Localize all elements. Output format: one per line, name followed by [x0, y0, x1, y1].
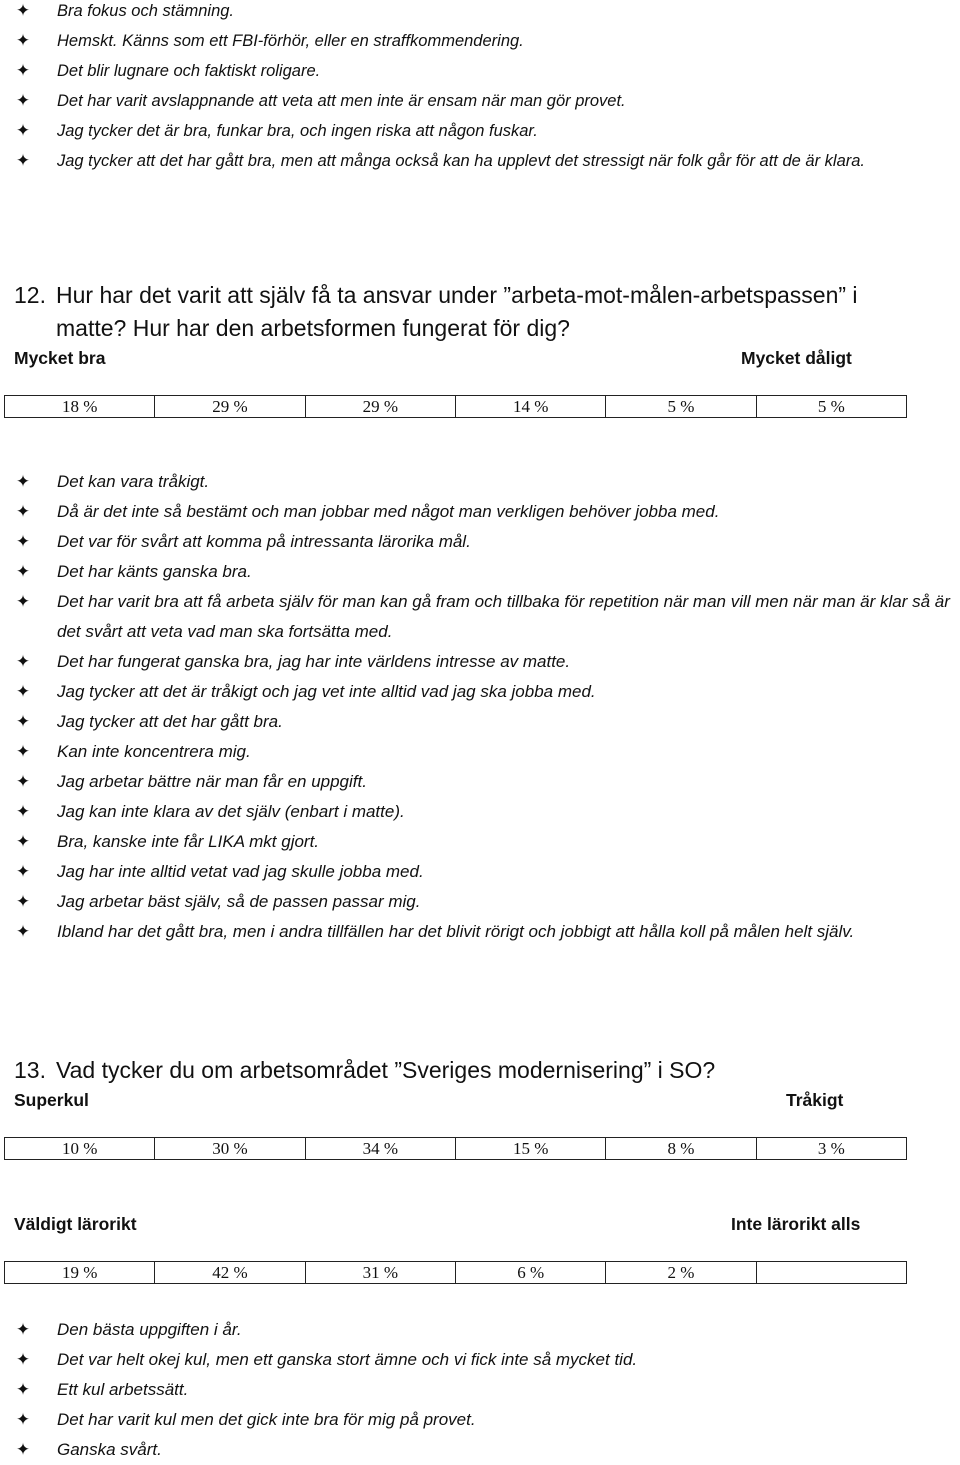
scale-cell: 3 % [756, 1138, 906, 1160]
star-bullet-icon: ✦ [15, 892, 31, 912]
top-comment-list [14, 0, 954, 176]
list-item [14, 146, 954, 176]
comment-text: Ett kul arbetssätt. [57, 1380, 189, 1399]
list-item [14, 917, 954, 947]
list-item [14, 56, 954, 86]
star-bullet-icon: ✦ [15, 121, 31, 141]
star-bullet-icon: ✦ [15, 532, 31, 552]
star-bullet-icon: ✦ [15, 742, 31, 762]
star-bullet-icon: ✦ [15, 862, 31, 882]
list-item [14, 587, 954, 647]
comment-text: Hemskt. Känns som ett FBI-förhör, eller en straffkommendering. [57, 32, 524, 50]
comment-text: Det kan vara tråkigt. [57, 472, 210, 491]
comment-text: Kan inte koncentrera mig. [57, 742, 251, 761]
star-bullet-icon: ✦ [15, 31, 31, 51]
scale-label-right: Mycket dåligt [741, 348, 852, 368]
question-number: 13. [14, 1057, 46, 1083]
list-item [14, 0, 954, 26]
scale-cell [756, 1262, 906, 1284]
star-bullet-icon: ✦ [15, 652, 31, 672]
comment-text: Det har varit bra att få arbeta själv för man kan gå fram och tillbaka för repetition när man vill men när man är klar så är det svårt att veta vad man ska fortsätta med. [57, 592, 950, 641]
comment-text: Jag tycker att det är tråkigt och jag vet inte alltid vad jag ska jobba med. [57, 682, 596, 701]
comment-text: Det har varit kul men det gick inte bra för mig på provet. [57, 1410, 476, 1429]
scale-cell: 5 % [606, 396, 756, 418]
rating-scale-q13-educational [4, 1261, 907, 1284]
star-bullet-icon: ✦ [15, 712, 31, 732]
list-item [14, 797, 954, 827]
question-text-line2: matte? Hur har den arbetsformen fungerat för dig? [56, 315, 570, 341]
list-item [14, 737, 954, 767]
scale-cell: 14 % [455, 396, 605, 418]
scale-cell: 19 % [5, 1262, 155, 1284]
comment-text: Jag kan inte klara av det själv (enbart i matte). [57, 802, 405, 821]
star-bullet-icon: ✦ [15, 1, 31, 21]
scale-cell: 31 % [305, 1262, 455, 1284]
star-bullet-icon: ✦ [15, 1380, 31, 1400]
scale-cell: 29 % [155, 396, 305, 418]
scale-cell: 2 % [606, 1262, 756, 1284]
star-bullet-icon: ✦ [15, 772, 31, 792]
star-bullet-icon: ✦ [15, 922, 31, 942]
scale2-label-right: Inte lärorikt alls [731, 1214, 861, 1234]
list-item [14, 1345, 954, 1375]
scale-cell: 30 % [155, 1138, 305, 1160]
list-item [14, 557, 954, 587]
comment-text: Jag tycker det är bra, funkar bra, och ingen riska att någon fuskar. [57, 122, 538, 140]
scale-cell: 15 % [455, 1138, 605, 1160]
question-12-title [14, 279, 950, 345]
list-item [14, 527, 954, 557]
list-item [14, 116, 954, 146]
comment-text: Bra fokus och stämning. [57, 2, 235, 20]
comment-text: Jag tycker att det har gått bra, men att många också kan ha upplevt det stressigt när folk går för att de är klara. [57, 152, 866, 170]
star-bullet-icon: ✦ [15, 592, 31, 612]
scale1-label-right: Tråkigt [786, 1090, 844, 1110]
list-item [14, 497, 954, 527]
star-bullet-icon: ✦ [15, 91, 31, 111]
list-item [14, 647, 954, 677]
scale-cell: 29 % [305, 396, 455, 418]
list-item [14, 887, 954, 917]
star-bullet-icon: ✦ [15, 562, 31, 582]
scale-label-left: Mycket bra [14, 348, 106, 368]
star-bullet-icon: ✦ [15, 1440, 31, 1460]
star-bullet-icon: ✦ [15, 151, 31, 171]
comment-text: Det blir lugnare och faktiskt roligare. [57, 62, 321, 80]
comment-text: Jag arbetar bäst själv, så de passen passar mig. [57, 892, 421, 911]
question-13-title [14, 1054, 950, 1087]
comment-text: Då är det inte så bestämt och man jobbar med något man verkligen behöver jobba med. [57, 502, 720, 521]
comment-text: Jag har inte alltid vetat vad jag skulle jobba med. [57, 862, 424, 881]
comment-text: Ibland har det gått bra, men i andra tillfällen har det blivit rörigt och jobbigt att hålla koll på målen helt själv. [57, 922, 855, 941]
list-item [14, 857, 954, 887]
question-text-line1: Hur har det varit att själv få ta ansvar under ”arbeta-mot-målen-arbetspassen” i [56, 282, 858, 308]
list-item [14, 677, 954, 707]
scale-cell: 34 % [305, 1138, 455, 1160]
question-text: Vad tycker du om arbetsområdet ”Sveriges modernisering” i SO? [56, 1057, 716, 1083]
q12-comment-list [14, 467, 954, 947]
comment-text: Bra, kanske inte får LIKA mkt gjort. [57, 832, 320, 851]
scale-cell: 10 % [5, 1138, 155, 1160]
comment-text: Jag arbetar bättre när man får en uppgift. [57, 772, 367, 791]
star-bullet-icon: ✦ [15, 502, 31, 522]
list-item [14, 1315, 954, 1345]
star-bullet-icon: ✦ [15, 472, 31, 492]
comment-text: Det har fungerat ganska bra, jag har inte världens intresse av matte. [57, 652, 571, 671]
comment-text: Den bästa uppgiften i år. [57, 1320, 242, 1339]
comment-text: Det var helt okej kul, men ett ganska stort ämne och vi fick inte så mycket tid. [57, 1350, 638, 1369]
rating-scale-q12 [4, 395, 907, 418]
scale-cell: 5 % [756, 396, 906, 418]
comment-text: Det har känts ganska bra. [57, 562, 252, 581]
star-bullet-icon: ✦ [15, 61, 31, 81]
comment-text: Jag tycker att det har gått bra. [57, 712, 283, 731]
scale-cell: 18 % [5, 396, 155, 418]
star-bullet-icon: ✦ [15, 682, 31, 702]
question-number: 12. [14, 282, 46, 308]
comment-text: Det var för svårt att komma på intressanta lärorika mål. [57, 532, 471, 551]
list-item [14, 707, 954, 737]
scale-cell: 8 % [606, 1138, 756, 1160]
rating-scale-q13-fun [4, 1137, 907, 1160]
list-item [14, 467, 954, 497]
scale2-label-left: Väldigt lärorikt [14, 1214, 137, 1234]
scale1-label-left: Superkul [14, 1090, 89, 1110]
star-bullet-icon: ✦ [15, 1410, 31, 1430]
comment-text: Det har varit avslappnande att veta att men inte är ensam när man gör provet. [57, 92, 626, 110]
list-item [14, 767, 954, 797]
star-bullet-icon: ✦ [15, 1350, 31, 1370]
list-item [14, 86, 954, 116]
scale-cell: 6 % [455, 1262, 605, 1284]
star-bullet-icon: ✦ [15, 1320, 31, 1340]
q13-comment-list [14, 1315, 954, 1465]
scale-cell: 42 % [155, 1262, 305, 1284]
list-item [14, 1405, 954, 1435]
star-bullet-icon: ✦ [15, 802, 31, 822]
list-item [14, 1375, 954, 1405]
list-item [14, 827, 954, 857]
list-item [14, 26, 954, 56]
star-bullet-icon: ✦ [15, 832, 31, 852]
comment-text: Ganska svårt. [57, 1440, 162, 1459]
